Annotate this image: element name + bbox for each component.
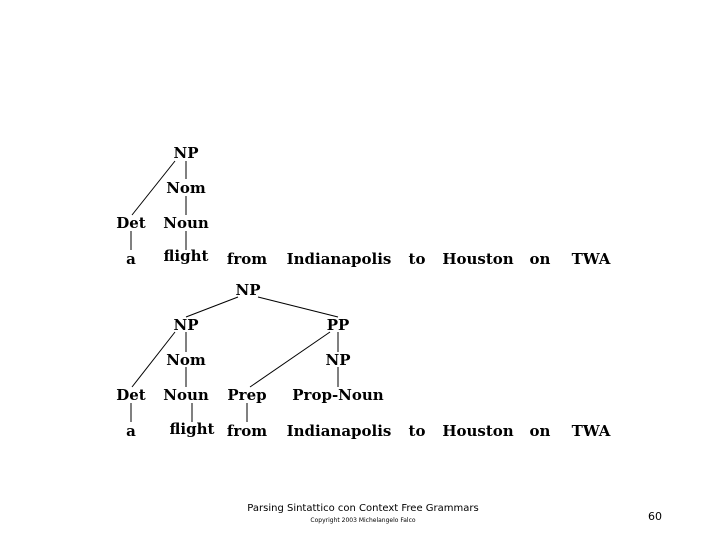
node-det: Det	[116, 214, 146, 232]
node-np-root: NP	[235, 281, 261, 299]
word-a: a	[126, 422, 136, 440]
word-houston: Houston	[442, 250, 514, 268]
node-prep: Prep	[227, 386, 267, 404]
word-on: on	[529, 250, 551, 268]
parse-tree-1	[116, 144, 610, 268]
word-on: on	[529, 422, 551, 440]
node-det: Det	[116, 386, 146, 404]
node-prop-noun: Prop-Noun	[292, 386, 384, 404]
word-indianapolis: Indianapolis	[286, 422, 392, 440]
node-np-pp: NP	[325, 351, 351, 369]
word-to: to	[408, 422, 426, 440]
footer-copyright: Copyright 2003 Michelangelo Falco	[310, 517, 416, 524]
node-np: NP	[173, 316, 199, 334]
footer-title: Parsing Sintattico con Context Free Grammars	[247, 503, 479, 514]
parse-tree-2	[116, 281, 610, 440]
word-twa: TWA	[571, 250, 611, 268]
word-flight: flight	[163, 247, 209, 265]
word-twa: TWA	[571, 422, 611, 440]
word-indianapolis: Indianapolis	[286, 250, 392, 268]
word-a: a	[126, 250, 136, 268]
node-noun: Noun	[163, 214, 209, 232]
word-from: from	[226, 422, 268, 440]
node-nom: Nom	[166, 351, 206, 369]
node-noun: Noun	[163, 386, 209, 404]
edge-pp-prep	[250, 332, 330, 387]
word-houston: Houston	[442, 422, 514, 440]
page-number: 60	[648, 510, 662, 523]
edge-root-np	[186, 297, 238, 317]
node-np: NP	[173, 144, 199, 162]
word-flight: flight	[169, 420, 215, 438]
node-pp: PP	[326, 316, 350, 334]
word-to: to	[408, 250, 426, 268]
node-nom: Nom	[166, 179, 206, 197]
word-from: from	[226, 250, 268, 268]
edge-root-pp	[258, 297, 338, 317]
